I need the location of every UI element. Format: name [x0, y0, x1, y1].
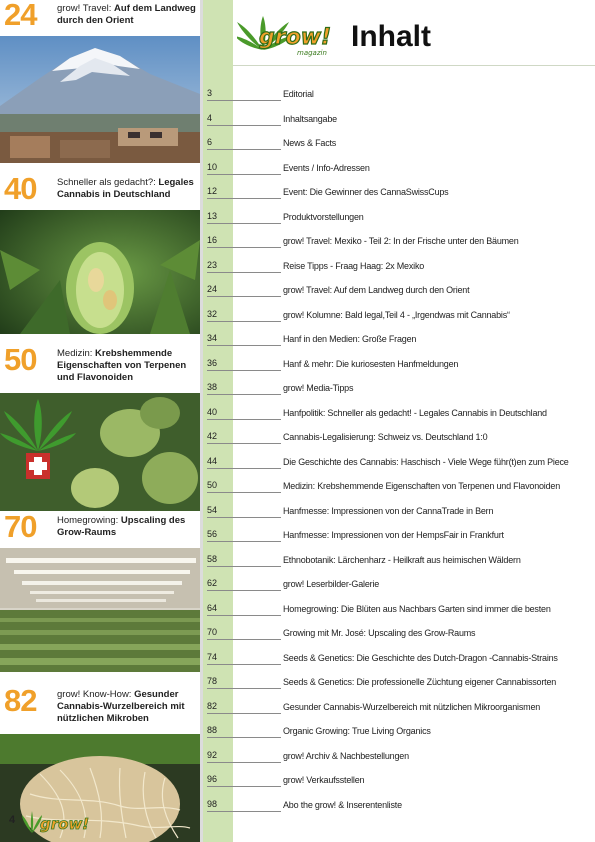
toc-page-number: 38	[207, 382, 218, 392]
feature-caption	[57, 515, 199, 539]
toc-title: Inhaltsangabe	[283, 113, 337, 124]
footer-logo	[22, 807, 112, 842]
toc-leader-line	[207, 174, 281, 175]
toc-page-number: 16	[207, 235, 218, 245]
feature-caption	[57, 348, 199, 384]
feature-kicker: Schneller als gedacht?:	[57, 177, 156, 188]
toc-page-number: 24	[207, 284, 218, 294]
feature-kicker: Homegrowing:	[57, 515, 119, 526]
toc-title: Gesunder Cannabis-Wurzelbereich mit nützlichen Mikroorganismen	[283, 701, 541, 712]
toc-page-number: 44	[207, 455, 218, 466]
feature-caption	[57, 689, 199, 725]
feature-page-number: 50	[4, 342, 37, 377]
toc-leader-line	[207, 517, 281, 518]
toc-page-number: 23	[207, 259, 218, 270]
toc-title: Seeds & Genetics: Die Geschichte des Dutch-Dragon -Cannabis-Strains	[283, 652, 558, 663]
toc-title: Hanf & mehr: Die kuriosesten Hanfmeldungen	[283, 358, 459, 369]
toc-page-number: 70	[207, 627, 218, 637]
toc-leader-line	[207, 419, 281, 420]
feature-page-number: 24	[4, 0, 37, 32]
feature-title: Auf dem Landweg durch den Orient	[57, 3, 196, 26]
toc-title: Produktvorstellungen	[283, 211, 364, 222]
toc-entry[interactable]	[207, 380, 592, 405]
toc-entry[interactable]	[207, 748, 592, 773]
toc-entry[interactable]	[207, 356, 592, 381]
feature-head	[0, 342, 200, 393]
feature-sidebar	[0, 0, 200, 842]
toc-leader-line	[207, 615, 281, 616]
toc-page-number: 54	[207, 504, 218, 515]
toc-page-number: 58	[207, 553, 218, 564]
toc-entry[interactable]	[207, 797, 592, 822]
footer-logo-text: grow!	[40, 815, 90, 833]
feature-title: Legales Cannabis in Deutschland	[57, 177, 194, 200]
toc-leader-line	[207, 370, 281, 371]
toc-entry[interactable]	[207, 307, 592, 332]
feature-page-number: 82	[4, 683, 37, 718]
feature-title: Krebshemmende Eigenschaften von Terpenen und Flavonoiden	[57, 348, 187, 383]
toc-leader-line	[207, 492, 281, 493]
toc-leader-line	[207, 541, 281, 542]
feature-head	[0, 171, 200, 210]
page-title: Inhalt	[351, 20, 431, 53]
toc-entry[interactable]	[207, 772, 592, 797]
toc-title: Reise Tipps - Fraag Haag: 2x Mexiko	[283, 260, 425, 271]
toc-page-number: 78	[207, 676, 218, 686]
toc-entry[interactable]	[207, 478, 592, 503]
toc-title: Hanfpolitik: Schneller als gedacht! - Legales Cannabis in Deutschland	[283, 407, 547, 418]
toc-page-number: 62	[207, 578, 218, 588]
toc-title: Hanf in den Medien: Große Fragen	[283, 334, 417, 344]
toc-page-number: 13	[207, 210, 218, 221]
toc-page-number: 36	[207, 357, 218, 368]
toc-title: grow! Travel: Mexiko - Teil 2: In der Frische unter den Bäumen	[283, 236, 519, 246]
toc-page-number: 64	[207, 602, 218, 613]
toc-page-number: 88	[207, 725, 218, 735]
toc-page-number: 34	[207, 333, 218, 343]
toc-leader-line	[207, 639, 281, 640]
toc-leader-line	[207, 762, 281, 763]
feature-head	[0, 683, 200, 734]
toc-title: Organic Growing: True Living Organics	[283, 726, 431, 736]
feature-page-number: 40	[4, 171, 37, 206]
feature-kicker: Medizin:	[57, 348, 93, 359]
toc-page-number: 74	[207, 651, 218, 662]
toc-title: Hanfmesse: Impressionen von der HempsFair in Frankfurt	[283, 530, 504, 540]
toc-leader-line	[207, 100, 281, 101]
toc-page-number: 42	[207, 431, 218, 441]
toc-entry[interactable]	[207, 331, 592, 356]
toc-entry[interactable]	[207, 576, 592, 601]
toc-leader-line	[207, 811, 281, 812]
toc-leader-line	[207, 125, 281, 126]
toc-title: grow! Archiv & Nachbestellungen	[283, 750, 409, 761]
toc-entry[interactable]	[207, 674, 592, 699]
feature-caption	[57, 3, 199, 27]
toc-entry[interactable]	[207, 650, 592, 675]
toc-page-number: 40	[207, 406, 218, 417]
toc-entry[interactable]	[207, 552, 592, 577]
toc-leader-line	[207, 149, 281, 150]
toc-leader-line	[207, 296, 281, 297]
toc-entry[interactable]	[207, 160, 592, 185]
toc-leader-line	[207, 223, 281, 224]
toc-title: Events / Info-Adressen	[283, 162, 370, 173]
toc-title: Die Geschichte des Cannabis: Haschisch - Viele Wege führ(t)en zum Piece	[283, 456, 569, 467]
medical-cannabis-photo	[0, 393, 200, 511]
toc-entry[interactable]	[207, 429, 592, 454]
toc-leader-line	[207, 321, 281, 322]
grow-logo	[237, 14, 347, 60]
toc-entry[interactable]	[207, 601, 592, 626]
toc-page-number: 50	[207, 480, 218, 490]
grow-room-photo	[0, 548, 200, 672]
toc-leader-line	[207, 443, 281, 444]
toc-page-number: 4	[207, 112, 213, 123]
toc-leader-line	[207, 737, 281, 738]
feature-caption	[57, 177, 199, 201]
toc-title: Editorial	[283, 89, 314, 99]
toc-title: grow! Media-Tipps	[283, 383, 354, 393]
toc-page-number: 10	[207, 161, 218, 172]
toc-entry[interactable]	[207, 282, 592, 307]
toc-entry[interactable]	[207, 527, 592, 552]
toc-title: Cannabis-Legalisierung: Schweiz vs. Deutschland 1:0	[283, 432, 488, 442]
toc-title: Hanfmesse: Impressionen von der CannaTrade in Bern	[283, 505, 494, 516]
page-number: 4	[9, 814, 16, 826]
toc-leader-line	[207, 590, 281, 591]
toc-title: grow! Verkaufsstellen	[283, 775, 365, 785]
toc-title: Seeds & Genetics: Die professionelle Züchtung eigener Cannabissorten	[283, 677, 557, 687]
toc-title: Medizin: Krebshemmende Eigenschaften von Terpenen und Flavonoiden	[283, 481, 561, 491]
toc-leader-line	[207, 688, 281, 689]
toc-page-number: 6	[207, 137, 213, 147]
toc-title: Abo the grow! & Inserentenliste	[283, 799, 402, 810]
toc-page-number: 96	[207, 774, 218, 784]
toc-title: Ethnobotanik: Lärchenharz - Heilkraft aus heimischen Wäldern	[283, 554, 521, 565]
feature-title: Gesunder Cannabis-Wurzelbereich mit nützlichen Mikroben	[57, 689, 185, 724]
toc-entry[interactable]	[207, 503, 592, 528]
toc-page-number: 56	[207, 529, 218, 539]
toc-page-number: 32	[207, 308, 218, 319]
toc-leader-line	[207, 713, 281, 714]
header-rule	[233, 65, 595, 66]
toc-leader-line	[207, 198, 281, 199]
toc-title: grow! Travel: Auf dem Landweg durch den Orient	[283, 285, 470, 295]
logo-subtext: magazin	[297, 49, 327, 57]
toc-entry[interactable]	[207, 184, 592, 209]
toc-entry[interactable]	[207, 111, 592, 136]
toc-leader-line	[207, 272, 281, 273]
table-of-contents	[207, 86, 592, 821]
feature-page-number: 70	[4, 509, 37, 544]
feature-head	[0, 509, 200, 548]
toc-entry[interactable]	[207, 233, 592, 258]
mountain-photo	[0, 36, 200, 163]
toc-leader-line	[207, 786, 281, 787]
toc-entry[interactable]	[207, 209, 592, 234]
toc-title: Event: Die Gewinner des CannaSwissCups	[283, 187, 449, 197]
toc-leader-line	[207, 247, 281, 248]
toc-leader-line	[207, 468, 281, 469]
toc-entry[interactable]	[207, 135, 592, 160]
toc-page-number: 12	[207, 186, 218, 196]
toc-title: Growing mit Mr. José: Upscaling des Grow-Raums	[283, 628, 476, 638]
header	[233, 0, 595, 64]
toc-title: grow! Kolumne: Bald legal,Teil 4 - „Irgendwas mit Cannabis“	[283, 309, 510, 320]
toc-page-number: 92	[207, 749, 218, 760]
toc-title: News & Facts	[283, 138, 337, 148]
toc-entry[interactable]	[207, 723, 592, 748]
toc-title: Homegrowing: Die Blüten aus Nachbars Garten sind immer die besten	[283, 603, 551, 614]
toc-page-number: 3	[207, 88, 213, 98]
feature-kicker: grow! Travel:	[57, 3, 112, 14]
toc-leader-line	[207, 345, 281, 346]
toc-leader-line	[207, 566, 281, 567]
feature-title: Upscaling des Grow-Raums	[57, 515, 186, 538]
feature-kicker: grow! Know-How:	[57, 689, 132, 700]
toc-leader-line	[207, 664, 281, 665]
toc-title: grow! Leserbilder-Galerie	[283, 579, 380, 589]
toc-leader-line	[207, 394, 281, 395]
feature-head	[0, 0, 200, 36]
toc-entry[interactable]	[207, 625, 592, 650]
toc-entry[interactable]	[207, 258, 592, 283]
logo-text: grow!	[259, 25, 332, 50]
toc-entry[interactable]	[207, 454, 592, 479]
cannabis-bud-photo	[0, 210, 200, 334]
toc-page-number: 82	[207, 700, 218, 711]
toc-page-number: 98	[207, 798, 218, 809]
toc-entry[interactable]	[207, 699, 592, 724]
toc-entry[interactable]	[207, 86, 592, 111]
toc-entry[interactable]	[207, 405, 592, 430]
